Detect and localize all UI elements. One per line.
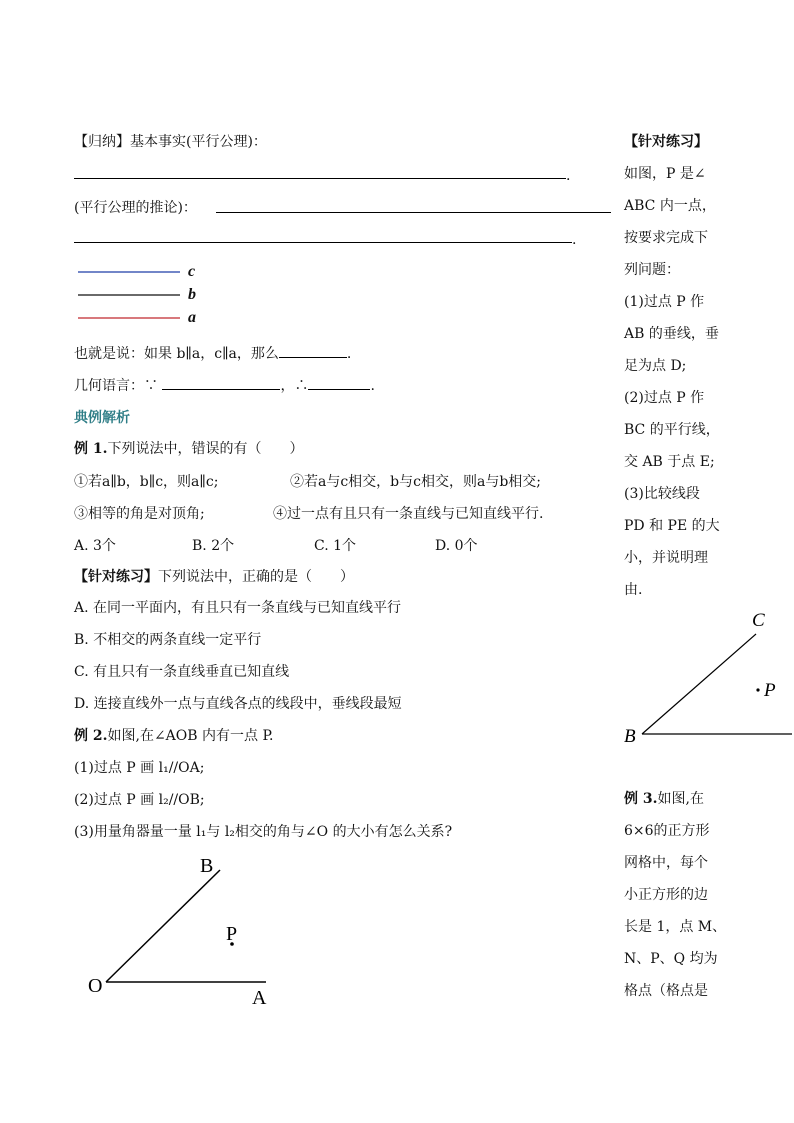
fig-label-b: B [624,726,636,747]
example1-opt1: ①若a∥b，b∥c，则a∥c; [74,474,219,490]
because-blank[interactable] [162,376,280,390]
fig-label-a: A [252,987,267,1009]
practice1-option-d[interactable]: D. 连接直线外一点与直线各点的线段中，垂线段最短 [74,696,402,712]
side-line: 按要求完成下 [624,230,708,246]
example2-question: 如图,在∠AOB 内有一点 P. [107,728,274,744]
practice1-question: 下列说法中，正确的是（ ） [158,569,354,585]
side-line: AB 的垂线，垂 [624,326,719,342]
example1-opt2: ②若a与c相交，b与c相交，则a与b相交; [290,474,542,490]
side-line: PD 和 PE 的大 [624,518,720,534]
example1-choice-d[interactable]: D. 0个 [435,538,478,554]
fig-label-b: B [200,855,214,877]
therefore-blank[interactable] [308,376,370,390]
side-line: ABC 内一点， [624,198,716,214]
label-c: c [188,263,196,280]
side-practice-title: 【针对练习】 [624,134,708,150]
ray-ob [106,870,220,982]
example3-text-0: 如图,在 [657,791,704,807]
fig-label-p: P [226,923,238,945]
side-line: (1)过点 P 作 [624,294,705,310]
statement-end: . [346,346,352,362]
label-b: b [188,286,196,303]
example1-question-line [74,439,304,459]
example1-label: 例 1. [74,441,108,457]
side-line: (2)过点 P 作 [624,390,705,406]
example2-step3: (3)用量角器量一量 l₁与 l₂相交的角与∠O 的大小有怎么关系? [74,824,453,840]
period-1: . [566,168,571,184]
fig-label-o: O [88,975,103,997]
answer-line-2[interactable] [216,212,611,213]
example3-line: N、P、Q 均为 [624,951,718,967]
example1-choice-a[interactable]: A. 3个 [74,538,116,554]
example1-choice-c[interactable]: C. 1个 [314,538,357,554]
practice1-option-c[interactable]: C. 有且只有一条直线垂直已知直线 [74,664,290,680]
example3-line: 长是 1，点 M、 [624,919,727,935]
example3-line-first [624,789,704,809]
angle-abc-figure [612,604,792,747]
statement-blank[interactable] [279,344,347,358]
statement-line [74,344,351,364]
example2-step2: (2)过点 P 画 l₂//OB; [74,792,205,808]
side-line: (3)比较线段 [624,486,700,502]
answer-line-3[interactable] [74,242,572,243]
angle-aob-figure [80,850,340,1010]
example1-choice-b[interactable]: B. 2个 [192,538,235,554]
fig-label-p: P [764,680,776,701]
side-line: BC 的平行线， [624,422,720,438]
answer-line-1[interactable] [74,178,566,179]
example2-question-line [74,726,274,746]
side-line: 小，并说明理 [624,550,708,566]
example2-label: 例 2. [74,728,108,744]
geometry-language-line [74,376,375,396]
example1-opt3: ③相等的角是对顶角; [74,506,205,522]
example2-step1: (1)过点 P 画 l₁//OA; [74,760,205,776]
example3-line: 6×6的正方形 [624,823,710,839]
fig-label-c: C [752,610,765,631]
example3-label: 例 3. [624,791,658,807]
example3-line: 格点（格点是 [624,983,708,999]
therefore-sign: ，∴ [280,378,309,394]
example1-opt4: ④过一点有且只有一条直线与已知直线平行. [273,506,544,522]
period-2: . [572,232,577,248]
side-line: 如图，P 是∠ [624,166,706,182]
example3-line: 网格中，每个 [624,855,708,871]
corollary-label: (平行公理的推论)： [74,200,197,216]
side-line: 由. [624,582,643,598]
practice1-label: 【针对练习】 [74,569,158,585]
ray-bc [642,634,756,734]
example3-line: 小正方形的边 [624,887,708,903]
geometry-label: 几何语言：∵ [74,378,158,394]
practice1-question-line [74,567,354,587]
summary-heading: 【归纳】基本事实(平行公理)： [74,134,267,150]
side-line: 列问题： [624,262,680,278]
side-line: 交 AB 于点 E; [624,454,715,470]
example1-question: 下列说法中，错误的有（ ） [107,441,304,457]
practice1-option-a[interactable]: A. 在同一平面内，有且只有一条直线与已知直线平行 [74,600,402,616]
practice1-option-b[interactable]: B. 不相交的两条直线一定平行 [74,632,262,648]
side-line: 足为点 D; [624,358,687,374]
point-p [756,688,759,691]
section-title: 典例解析 [74,410,130,426]
statement-text: 也就是说：如果 b∥a，c∥a，那么 [74,346,279,362]
parallel-lines-figure [78,262,278,332]
geometry-end: . [370,378,375,394]
label-a: a [188,309,196,326]
